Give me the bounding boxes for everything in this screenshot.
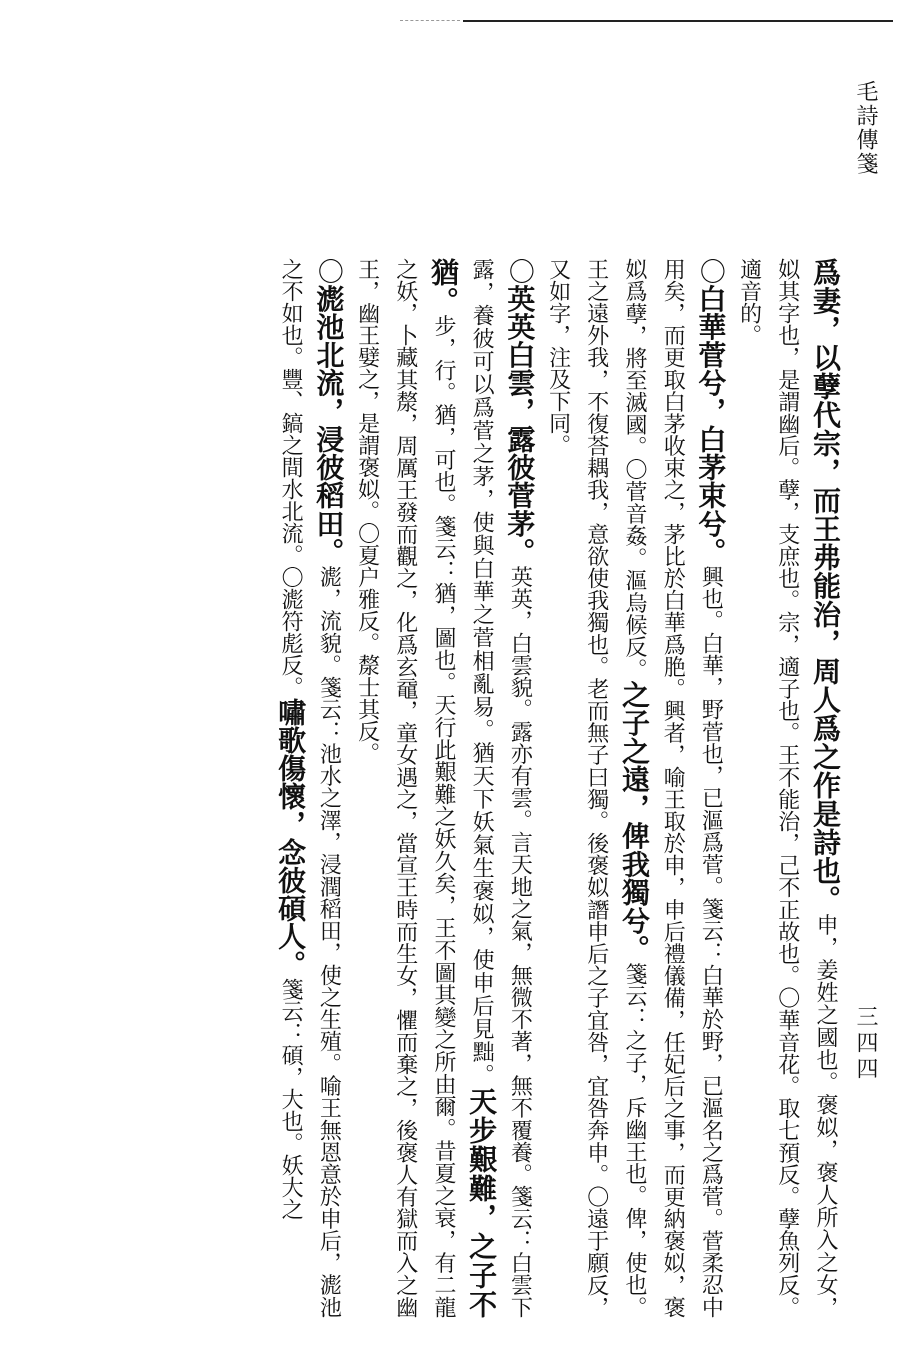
commentary-text: 步，行。猶，可也。箋云：猶，圖也。天行此艱難之妖久矣，王不圖其變之所由爾。昔夏之衰，有二龍之妖，卜藏其漦，周厲王發而觀之，化爲玄黿，童女遇之，當宣王時而生女，懼而棄之，後褒人有獄而入之幽王，幽王嬖之，是謂褒姒。〇夏户雅反。漦士其反。 [354, 258, 456, 1319]
paragraph [271, 258, 347, 1318]
top-rule-dashed [400, 20, 460, 21]
paragraph [729, 258, 844, 1318]
paragraph-marker: 〇 [695, 258, 726, 285]
verse-text: 嘯歌傷懷，念彼碩人。 [274, 698, 308, 978]
verse-text: 滮池北流，浸彼稻田。 [312, 284, 346, 566]
paragraph [538, 258, 729, 1318]
commentary-text: 興也。白華，野菅也，已漚爲菅。箋云：白華於野，已漚名之爲菅。菅柔忍中用矣，而更取白茅收束之，茅比於白華爲脃。興者，喻王取於申，申后禮儀備，任妃后之事，而更納褒姒，褒姒爲孽，將至滅國。〇菅音姦。漚烏候反。 [621, 258, 724, 1319]
paragraph [347, 258, 538, 1318]
commentary-text: 箋云：之子，斥幽王也。俾，使也。王之遠外我，不復荅耦我，意欲使我獨也。老而無子曰獨。後褒姒譖申后之子宜咎，宜咎奔申。〇遠于願反，又如字，注及下同。 [545, 258, 647, 1319]
page-number: 三四四 [853, 1005, 878, 1083]
verse-text: 爲妻，以孽代宗，而王弗能治，周人爲之作是詩也。 [809, 258, 842, 914]
verse-text: 天步艱難，之子不猶。 [426, 258, 499, 1319]
paragraph-marker: 〇 [313, 258, 344, 285]
verse-text: 英英白雲，露彼菅茅。 [503, 284, 537, 566]
commentary-text: 箋云：碩，大也。妖大之 [278, 978, 304, 1220]
verse-text: 之子之遠，俾我獨兮。 [617, 680, 651, 963]
verse-text: 白華菅兮，白茅束兮。 [694, 284, 728, 566]
top-rule [463, 20, 893, 22]
running-title: 毛詩傳箋 [853, 80, 878, 176]
text-body [144, 258, 844, 1318]
commentary-text: 申，姜姓之國也。褒姒，褒人所入之女，姒其字也，是謂幽后。孽，支庶也。宗，適子也。王不能治，己不正故也。〇華音花。取七預反。孽魚列反。適音的。 [736, 258, 838, 1318]
paragraph-marker: 〇 [504, 258, 535, 285]
commentary-text: 英英，白雲貌。露亦有雲。言天地之氣，無微不著，無不覆養。箋云：白雲下露，養彼可以爲菅之茅，使與白華之菅相亂易。猶天下妖氣生褒姒，使申后見黜。 [469, 258, 533, 1319]
commentary-text: 滮，流貌。箋云：池水之澤，浸潤稻田，使之生殖。喻王無恩意於申后，滮池之不如也。豐、鎬之間水北流。〇滮符彪反。 [278, 258, 342, 1319]
